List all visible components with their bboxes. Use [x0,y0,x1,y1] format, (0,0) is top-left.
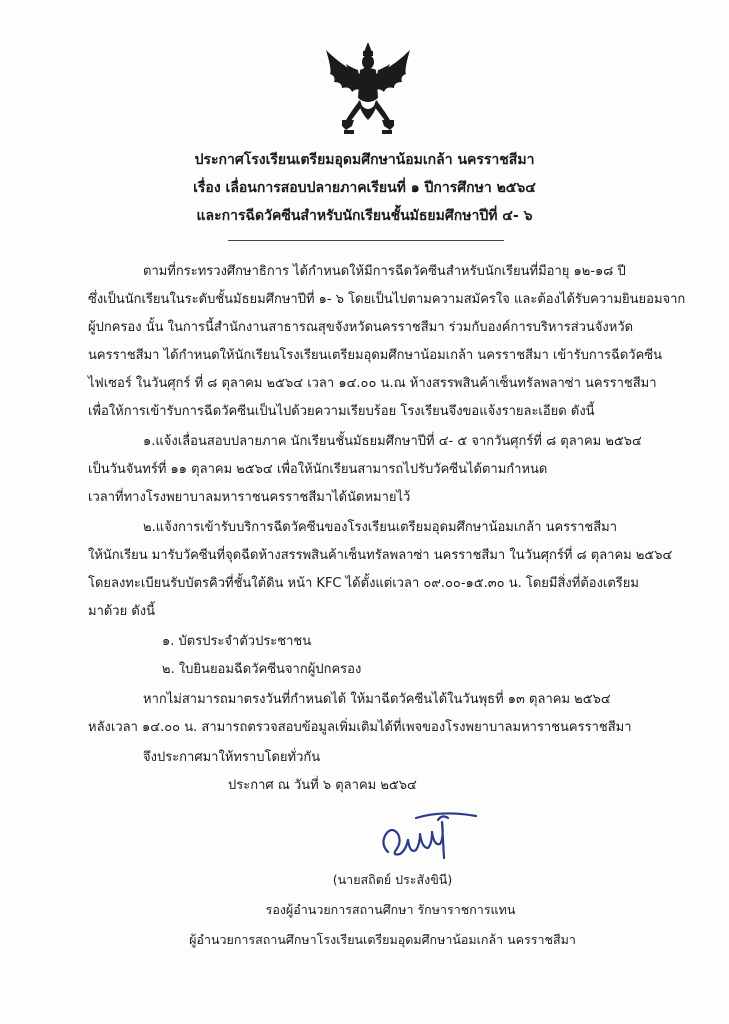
closing-text: จึงประกาศมาให้ทราบโดยทั่วกัน [143,750,321,765]
announcement-subject: เรื่อง เลื่อนการสอบปลายภาคเรียนที่ ๑ ปีการศึกษา ๒๕๖๔ [193,180,536,196]
signatory-name: (นายสถิตย์ ประสังขินี) [332,872,453,887]
title-divider [228,240,504,241]
intro-line: ไฟเซอร์ ในวันศุกร์ ที่ ๘ ตุลาคม ๒๕๖๔ เวลา ๑๔.๐๐ น.ณ ห้างสรรพสินค้าเซ็นทรัลพลาซ่า นครราชสีมา [88,376,657,391]
item1-line: เป็นวันจันทร์ที่ ๑๑ ตุลาคม ๒๕๖๔ เพื่อให้นักเรียนสามารถไปรับวัคซีนได้ตามกำหนด [88,462,548,477]
item2-line: ๒.แจ้งการเข้ารับบริการฉีดวัคซีนของโรงเรียนเตรียมอุดมศึกษาน้อมเกล้า นครราชสีมา [143,520,618,535]
signatory-position: รองผู้อำนวยการสถานศึกษา รักษาราชการแทน [265,902,516,917]
announcement-title: ประกาศโรงเรียนเตรียมอุดมศึกษาน้อมเกล้า นครราชสีมา [194,152,535,168]
intro-line: นครราชสีมา ได้กำหนดให้นักเรียนโรงเรียนเตรียมอุดมศึกษาน้อมเกล้า นครราชสีมา เข้ารับการฉีดวัคซีน [88,348,662,363]
handwritten-signature-icon [372,804,482,866]
note-line: หากไม่สามารถมาตรงวันที่กำหนดได้ ให้มาฉีดวัคซีนได้ในวันพุธที่ ๑๓ ตุลาคม ๒๕๖๔ [143,692,611,707]
intro-line: ผู้ปกครอง นั้น ในการนี้สำนักงานสาธารณสุขจังหวัดนครราชสีมา ร่วมกับองค์การบริหารส่วนจังหวัด [88,320,634,335]
signatory-position-full: ผู้อำนวยการสถานศึกษาโรงเรียนเตรียมอุดมศึกษาน้อมเกล้า นครราชสีมา [189,932,576,947]
announcement-date: ประกาศ ณ วันที่ ๖ ตุลาคม ๒๕๖๔ [228,778,417,793]
item2-line: โดยลงทะเบียนรับบัตรคิวที่ชั้นใต้ดิน หน้า KFC ได้ตั้งแต่เวลา ๐๙.๐๐-๑๕.๓๐ น. โดยมีสิ่งที่ต้องเตรียม [88,576,639,591]
item2-line: มาด้วย ดังนี้ [88,604,156,619]
garuda-emblem-icon [322,40,414,140]
item2-line: ให้นักเรียน มารับวัคซีนที่จุดฉีดห้างสรรพสินค้าเซ็นทรัลพลาซ่า นครราชสีมา ในวันศุกร์ที่ ๘ ตุลาคม ๒๕๖๔ [88,548,673,563]
intro-line: ซึ่งเป็นนักเรียนในระดับชั้นมัธยมศึกษาปีที่ ๑- ๖ โดยเป็นไปตามความสมัครใจ และต้องได้รับความยินยอมจาก [88,292,686,307]
intro-line: ตามที่กระทรวงศึกษาธิการ ได้กำหนดให้มีการฉีดวัคซีนสำหรับนักเรียนที่มีอายุ ๑๒-๑๘ ปี [143,264,626,279]
item1-line: เวลาที่ทางโรงพยาบาลมหาราชนครราชสีมาได้นัดหมายไว้ [88,490,411,505]
note-line: หลังเวลา ๑๔.๐๐ น. สามารถตรวจสอบข้อมูลเพิ่มเติมได้ที่เพจของโรงพยาบาลมหาราชนครราชสีมา [88,720,632,735]
intro-line: เพื่อให้การเข้ารับการฉีดวัคซีนเป็นไปด้วยความเรียบร้อย โรงเรียนจึงขอแจ้งรายละเอียด ดังนี้ [88,404,595,419]
required-item: ๒. ใบยินยอมฉีดวัคซีนจากผู้ปกครอง [162,662,362,677]
required-item: ๑. บัตรประจำตัวประชาชน [162,634,312,649]
item1-line: ๑.แจ้งเลื่อนสอบปลายภาค นักเรียนชั้นมัธยมศึกษาปีที่ ๔- ๕ จากวันศุกร์ที่ ๘ ตุลาคม ๒๕๖๔ [143,434,642,449]
announcement-subject-continued: และการฉีดวัคซีนสำหรับนักเรียนชั้นมัธยมศึกษาปีที่ ๔- ๖ [196,208,533,224]
